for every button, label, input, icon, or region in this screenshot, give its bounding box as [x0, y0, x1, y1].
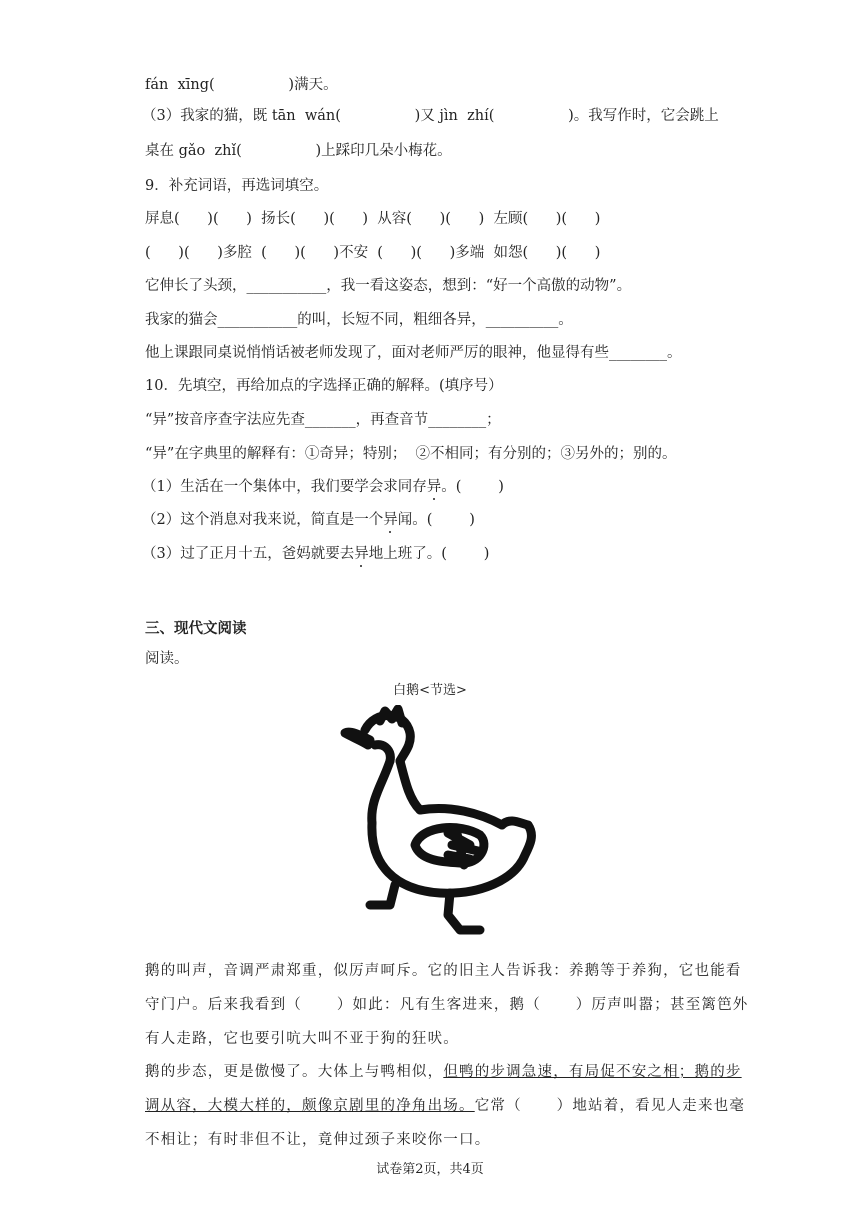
sub-question-2: （2）这个消息对我来说，简直是一个异闻。( ) [142, 512, 475, 528]
fill-sentence-2: 我家的猫会___________的叫，长短不同，粗细各异，__________。 [145, 312, 573, 328]
dictionary-lookup-line: “异”按音序查字法应先查_______，再查音节________； [145, 412, 501, 428]
passage-para-1-line-2: 守门户。后来我看到（ ）如此：凡有生客进来，鹅（ ）厉声叫嚣；甚至篱笆外 [145, 997, 749, 1013]
passage-title: 白鹅<节选> [393, 683, 467, 698]
passage-para-2-line-2: 调从容，大模大样的，颇像京剧里的净角出场。它常（ ）地站着，看见人走来也毫 [145, 1098, 746, 1114]
fill-sentence-3: 他上课跟同桌说悄悄话被老师发现了，面对老师严厉的眼神，他显得有些________。 [145, 345, 682, 361]
question-8-item-3: （3）我家的猫，既 tān wán( )又 jìn zhí( )。我写作时，它会跳上 [142, 108, 719, 124]
question-9-title: 9．补充词语，再选词填空。 [145, 178, 329, 194]
passage-para-2-line-3: 不相让；有时非但不让，竟伸过颈子来咬你一口。 [145, 1132, 491, 1148]
goose-illustration [330, 705, 550, 945]
idiom-row-1: 屏息( )( ) 扬长( )( ) 从容( )( ) 左顾( )( ) [145, 211, 601, 227]
underlined-sentence: 但鸭的步调急速，有局促不安之相；鹅的步 [443, 1064, 742, 1080]
page-footer: 试卷第2页，共4页 [376, 1162, 484, 1177]
underlined-sentence-cont: 调从容，大模大样的，颇像京剧里的净角出场。 [145, 1098, 475, 1114]
passage-para-1-line-1: 鹅的叫声，音调严肃郑重，似厉声呵斥。它的旧主人告诉我：养鹅等于养狗，它也能看 [145, 963, 742, 979]
sub-question-1: （1）生活在一个集体中，我们要学会求同存异。( ) [142, 479, 504, 495]
question-8-item-3-cont: 桌在 gǎo zhǐ( )上踩印几朵小梅花。 [145, 143, 452, 159]
fill-sentence-1: 它伸长了头颈，___________，我一看这姿态，想到：“好一个高傲的动物”。 [145, 278, 632, 294]
reading-instruction: 阅读。 [145, 651, 189, 667]
section-3-heading: 三、现代文阅读 [145, 621, 247, 637]
pinyin-line-fanxing: fán xīng( )满天。 [145, 77, 338, 93]
passage-para-1-line-3: 有人走路，它也要引吭大叫不亚于狗的狂吠。 [145, 1031, 459, 1047]
passage-para-2-line-1: 鹅的步态，更是傲慢了。大体上与鸭相似，但鸭的步调急速，有局促不安之相；鹅的步 [145, 1064, 742, 1080]
sub-question-3: （3）过了正月十五，爸妈就要去异地上班了。( ) [142, 546, 490, 562]
question-10-title: 10．先填空，再给加点的字选择正确的解释。(填序号） [145, 378, 503, 394]
definitions-line: “异”在字典里的解释有：①奇异；特别； ②不相同；有分别的；③另外的；别的。 [145, 446, 677, 462]
idiom-row-2: ( )( )多腔 ( )( )不安 ( )( )多端 如怨( )( ) [145, 245, 601, 261]
